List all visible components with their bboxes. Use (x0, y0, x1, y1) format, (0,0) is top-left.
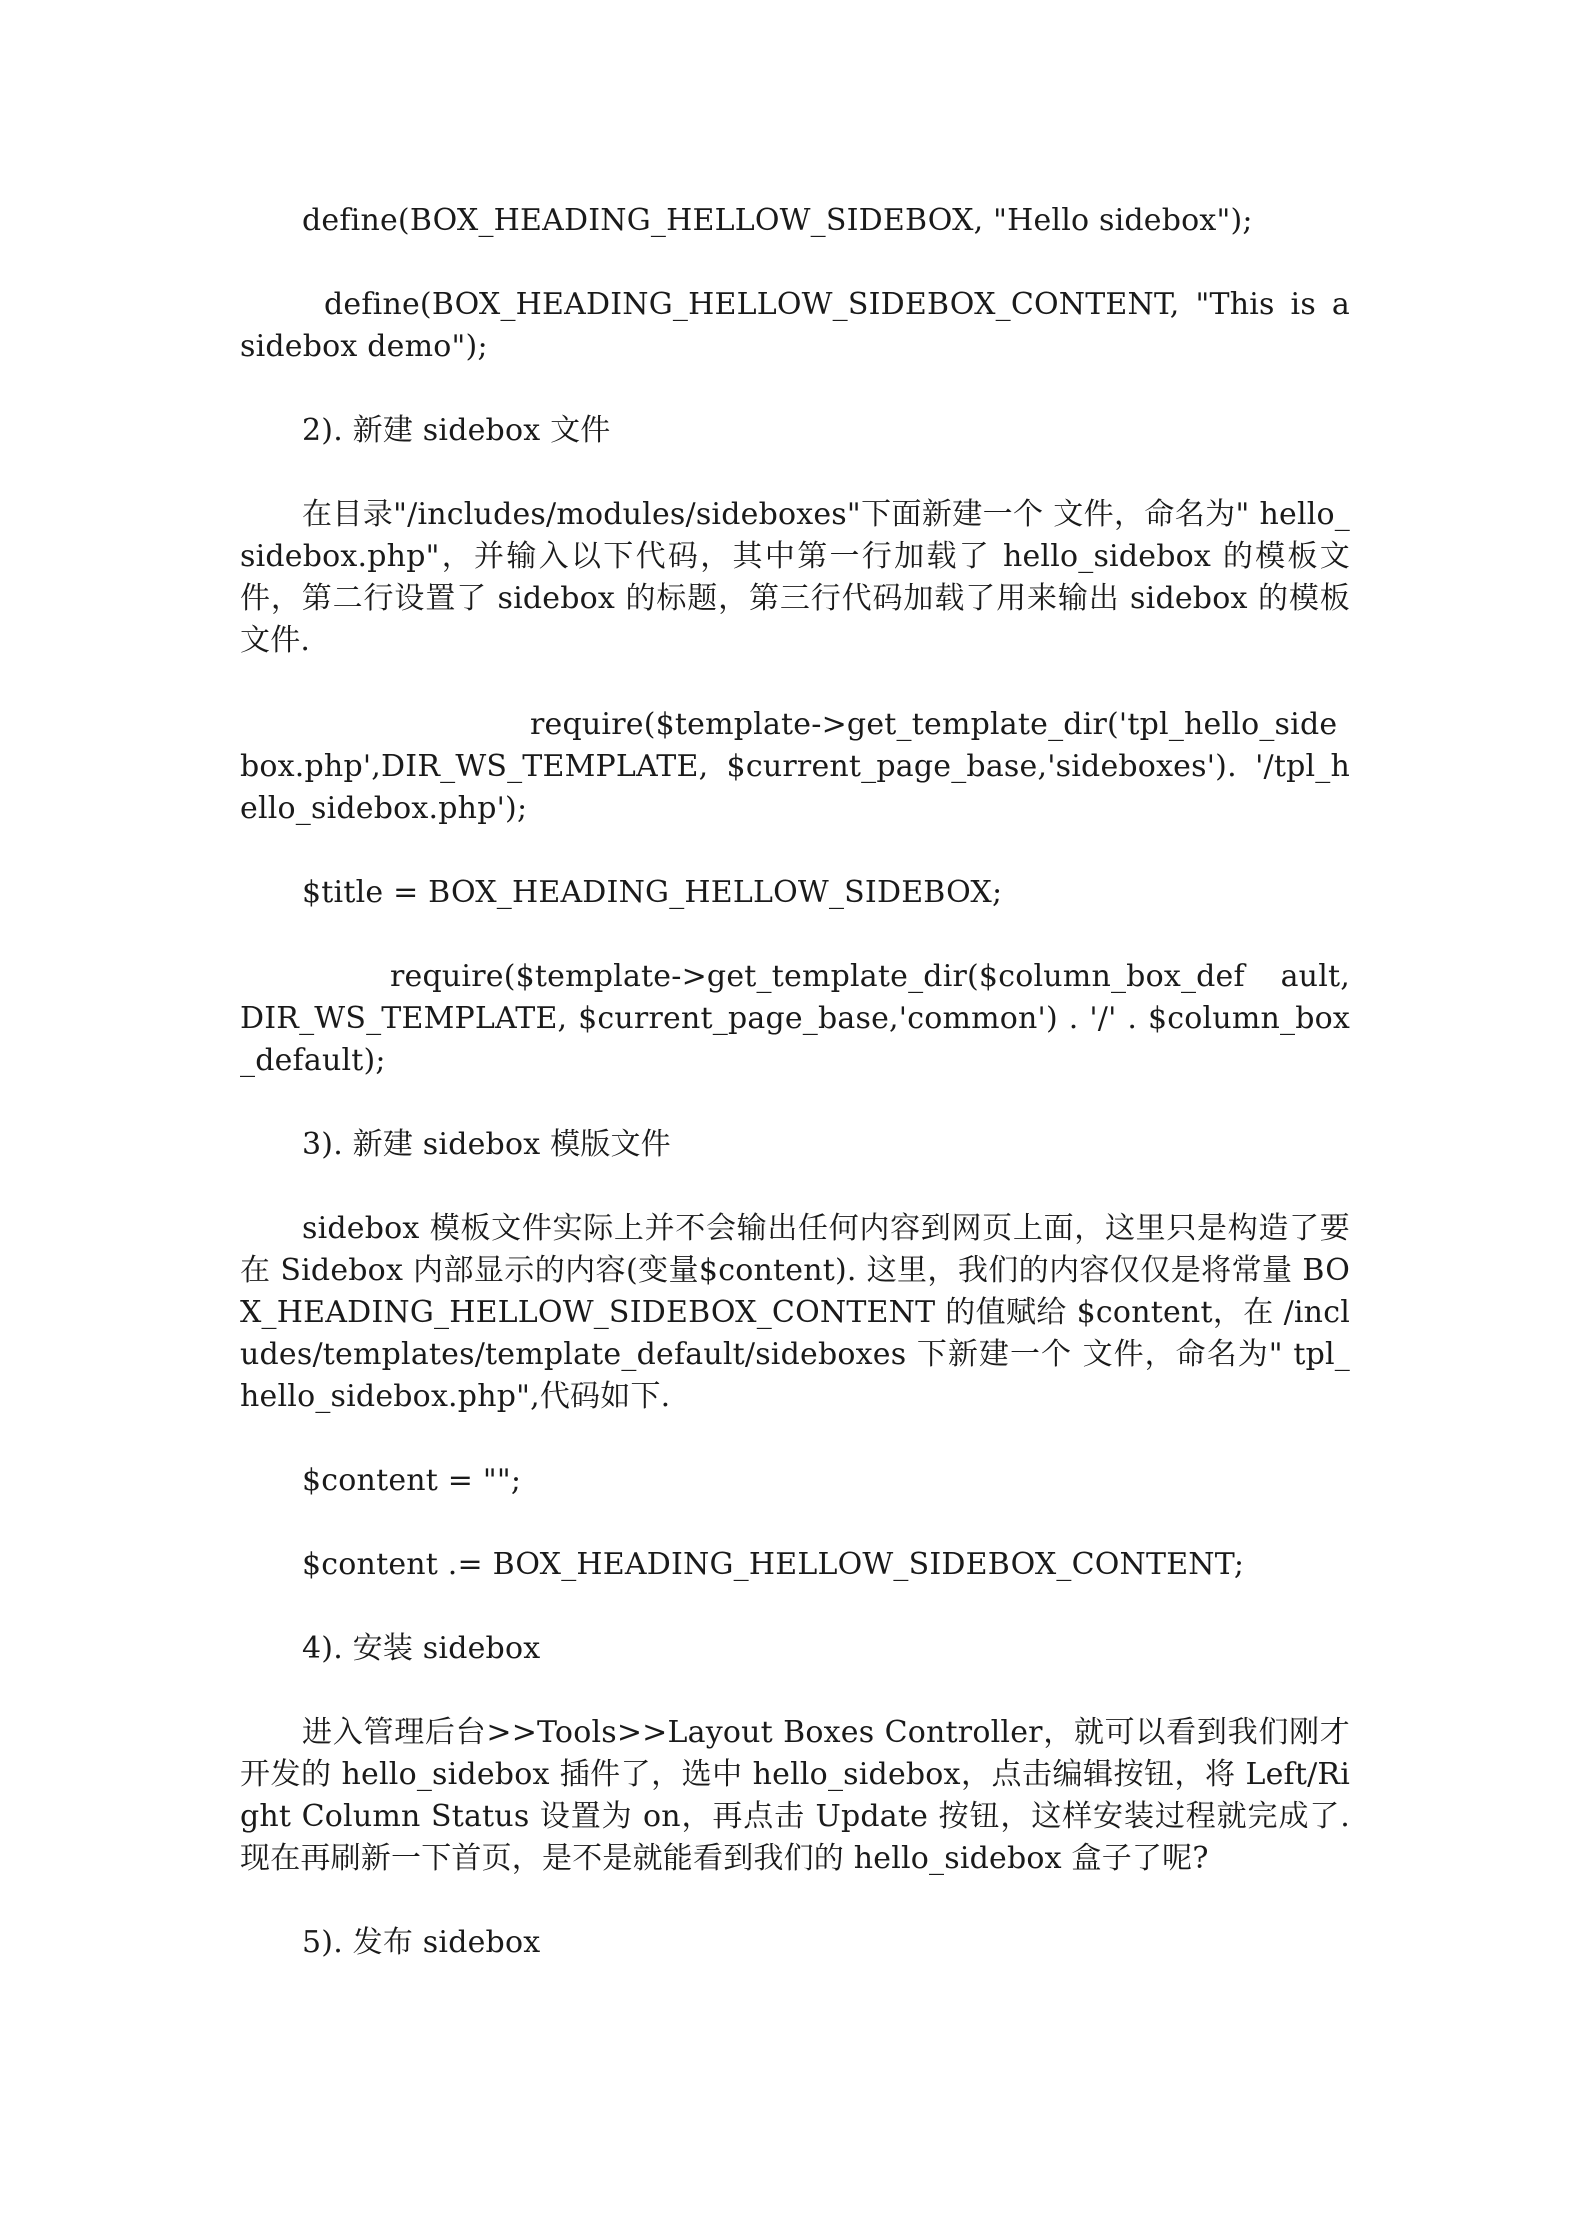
code-line-define-heading: define(BOX_HEADING_HELLOW_SIDEBOX, "Hello sidebox"); (302, 203, 1253, 238)
code-line-require-column-box: require($template->get_template_dir($column_box_def ault, DIR_WS_TEMPLATE, $current_page_base,'common') . '/' . $column_box_default); (240, 959, 1350, 1078)
section-heading-install-sidebox: 4). 安装 sidebox (302, 1631, 541, 1666)
section-heading-publish-sidebox: 5). 发布 sidebox (302, 1925, 541, 1960)
paragraph-create-sidebox-file: 在目录"/includes/modules/sideboxes"下面新建一个 文件，命名为" hello_sidebox.php"，并输入以下代码，其中第一行加载了 hello_sidebox 的模板文件，第二行设置了 sidebox 的标题，第三行代码加载了用来输出 sidebox 的模板文件. (240, 497, 1350, 658)
paragraph-install-instructions: 进入管理后台>>Tools>>Layout Boxes Controller，就可以看到我们刚才开发的 hello_sidebox 插件了，选中 hello_sidebox，点击编辑按钮，将 Left/Right Column Status 设置为 on，再点击 Update 按钮，这样安装过程就完成了. 现在再刷新一下首页，是不是就能看到我们的 hello_sidebox 盒子了呢? (240, 1715, 1350, 1876)
code-line-require-template: require($template->get_template_dir('tpl_hello_sidebox.php',DIR_WS_TEMPLATE, $current_page_base,'sideboxes'). '/tpl_hello_sidebox.php'); (240, 707, 1350, 826)
code-line-content-append: $content .= BOX_HEADING_HELLOW_SIDEBOX_CONTENT; (302, 1547, 1245, 1582)
code-line-title: $title = BOX_HEADING_HELLOW_SIDEBOX; (302, 875, 1003, 910)
code-line-define-content: define(BOX_HEADING_HELLOW_SIDEBOX_CONTENT, "This is a sidebox demo"); (240, 287, 1350, 364)
document-page (240, 200, 1350, 2006)
paragraph-template-explanation: sidebox 模板文件实际上并不会输出任何内容到网页上面，这里只是构造了要在 Sidebox 内部显示的内容(变量$content). 这里，我们的内容仅仅是将常量 BOX_HEADING_HELLOW_SIDEBOX_CONTENT 的值赋给 $content，在 /includes/templates/template_default/sideboxes 下新建一个 文件，命名为" tpl_hello_sidebox.php",代码如下. (240, 1211, 1350, 1414)
code-line-content-init: $content = ""; (302, 1463, 522, 1498)
section-heading-new-template-file: 3). 新建 sidebox 模版文件 (302, 1127, 671, 1162)
section-heading-new-sidebox-file: 2). 新建 sidebox 文件 (302, 413, 611, 448)
